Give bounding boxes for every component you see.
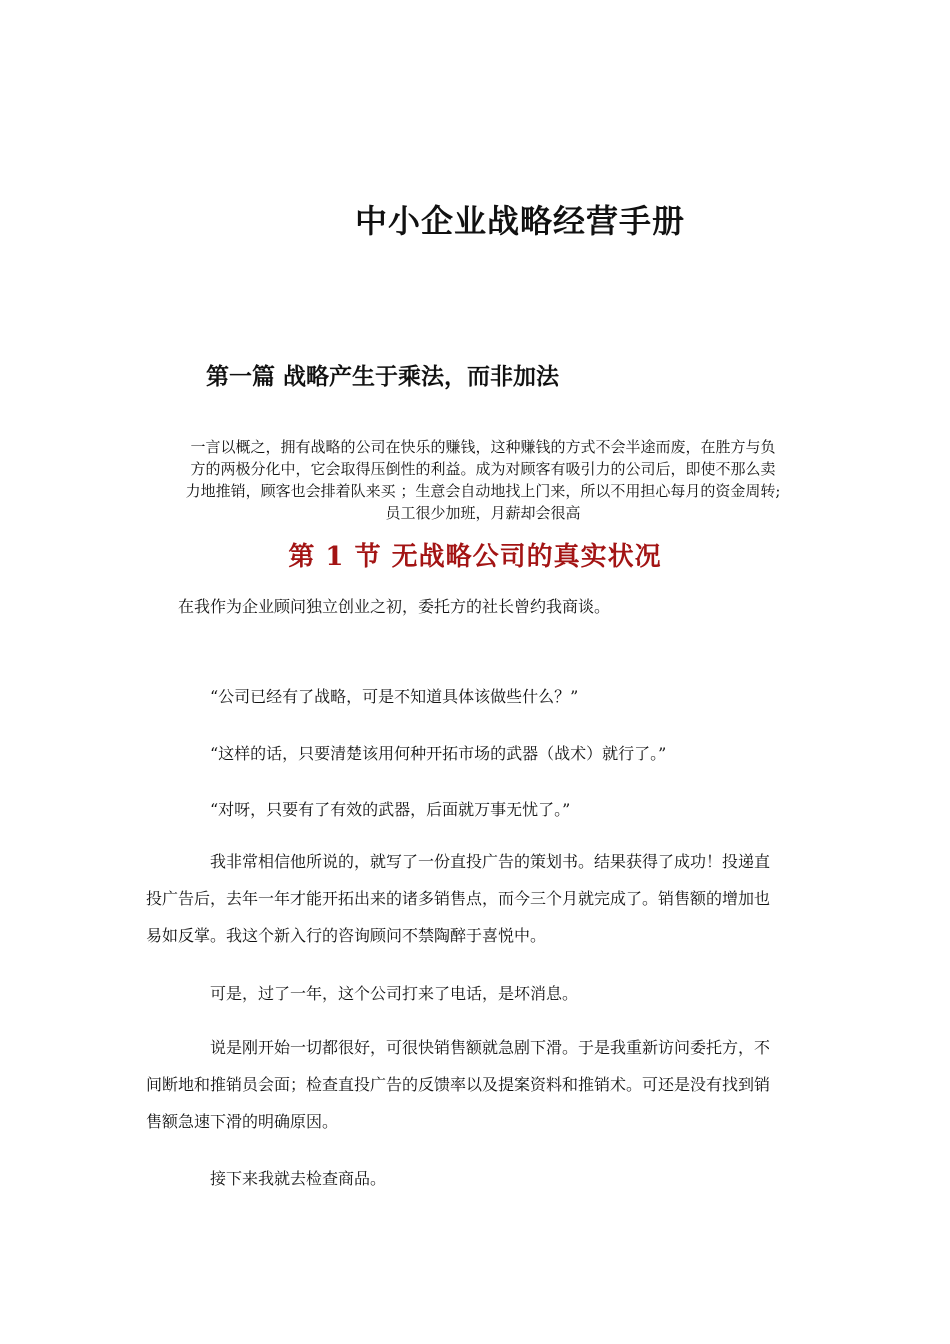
- summary-line: 一言以概之，拥有战略的公司在快乐的赚钱，这种赚钱的方式不会半途而废，在胜方与负: [190, 438, 776, 456]
- part-title: 第一篇 战略产生于乘法，而非加法: [206, 363, 560, 390]
- paragraph-line: 易如反掌。我这个新入行的咨询顾问不禁陶醉于喜悦中。: [146, 926, 547, 945]
- quote-line: “公司已经有了战略，可是不知道具体该做些什么？”: [210, 687, 579, 706]
- intro-paragraph: 在我作为企业顾问独立创业之初，委托方的社长曾约我商谈。: [178, 597, 611, 616]
- paragraph-line: 说是刚开始一切都很好，可很快销售额就急剧下滑。于是我重新访问委托方，不: [210, 1038, 771, 1057]
- summary-line: 力地推销，顾客也会排着队来买 ；生意会自动地找上门来，所以不用担心每月的资金周转;: [185, 482, 781, 500]
- paragraph-line: 售额急速下滑的明确原因。: [146, 1112, 339, 1131]
- summary-paragraph: [138, 436, 828, 524]
- body-paragraph: [146, 843, 806, 954]
- paragraph-line: 我非常相信他所说的，就写了一份直投广告的策划书。结果获得了成功！投递直: [210, 852, 771, 871]
- document-title: 中小企业战略经营手册: [354, 202, 685, 240]
- body-paragraph: 接下来我就去检查商品。: [210, 1169, 387, 1188]
- summary-line: 员工很少加班，月薪却会很高: [385, 504, 581, 522]
- paragraph-line: 间断地和推销员会面；检查直投广告的反馈率以及提案资料和推销术。可还是没有找到销: [146, 1075, 771, 1094]
- paragraph-line: 投广告后，去年一年才能开拓出来的诸多销售点，而今三个月就完成了。销售额的增加也: [146, 889, 771, 908]
- body-paragraph: [146, 1029, 806, 1140]
- summary-line: 方的两极分化中，它会取得压倒性的利益。成为对顾客有吸引力的公司后，即使不那么卖: [190, 460, 776, 478]
- quote-line: “对呀，只要有了有效的武器，后面就万事无忧了。”: [210, 800, 571, 819]
- quote-line: “这样的话，只要清楚该用何种开拓市场的武器（战术）就行了。”: [210, 744, 667, 763]
- body-paragraph: 可是，过了一年，这个公司打来了电话，是坏消息。: [210, 984, 579, 1003]
- section-title: 第 1 节 无战略公司的真实状况: [288, 542, 662, 572]
